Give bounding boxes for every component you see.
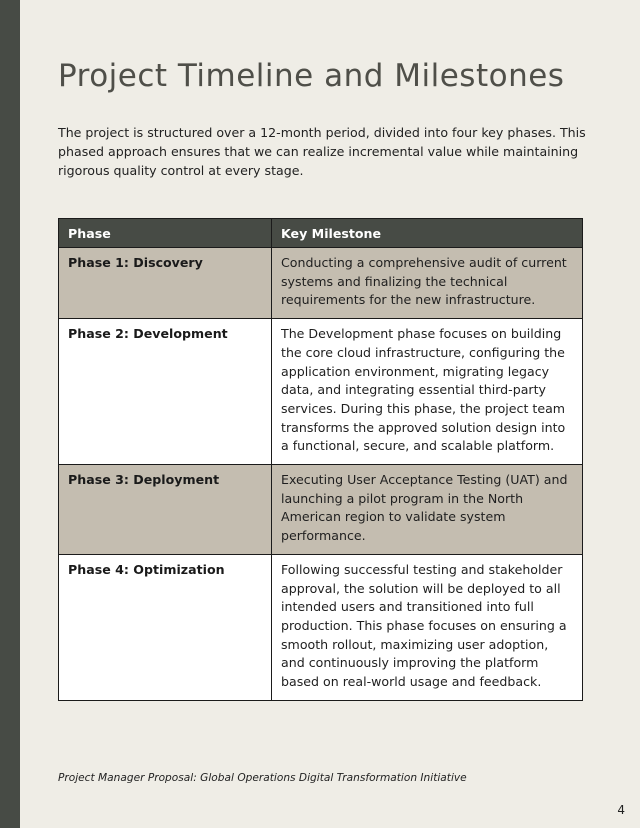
page-number: 4 (617, 803, 625, 817)
milestone-cell: Executing User Acceptance Testing (UAT) and launching a pilot program in the North American region to validate system performance. (272, 465, 583, 555)
table-header-row (59, 219, 583, 248)
table-row (59, 465, 583, 555)
phase-cell: Phase 3: Deployment (59, 465, 272, 555)
side-accent-bar (0, 0, 20, 828)
table-row (59, 248, 583, 319)
header-key-milestone: Key Milestone (272, 219, 583, 248)
milestone-cell: Conducting a comprehensive audit of current systems and finalizing the technical requirements for the new infrastructure. (272, 248, 583, 319)
milestone-cell: The Development phase focuses on building the core cloud infrastructure, configuring the application environment, migrating legacy data, and integrating essential third-party services. During this phase, the project team transforms the approved solution design into a functional, secure, and scalable platform. (272, 319, 583, 465)
header-phase: Phase (59, 219, 272, 248)
footer-document-title: Project Manager Proposal: Global Operations Digital Transformation Initiative (58, 772, 467, 784)
timeline-table (58, 218, 583, 701)
page-title: Project Timeline and Milestones (58, 58, 565, 94)
intro-paragraph: The project is structured over a 12-month period, divided into four key phases. This phased approach ensures that we can realize incremental value while maintaining rigorous quality control at every stage. (58, 125, 586, 178)
table-row (59, 319, 583, 465)
phase-cell: Phase 1: Discovery (59, 248, 272, 319)
phase-cell: Phase 2: Development (59, 319, 272, 465)
table-row (59, 554, 583, 700)
phase-cell: Phase 4: Optimization (59, 554, 272, 700)
milestone-cell: Following successful testing and stakeholder approval, the solution will be deployed to all intended users and transitioned into full production. This phase focuses on ensuring a smooth rollout, maximizing user adoption, and continuously improving the platform based on real-world usage and feedback. (272, 554, 583, 700)
